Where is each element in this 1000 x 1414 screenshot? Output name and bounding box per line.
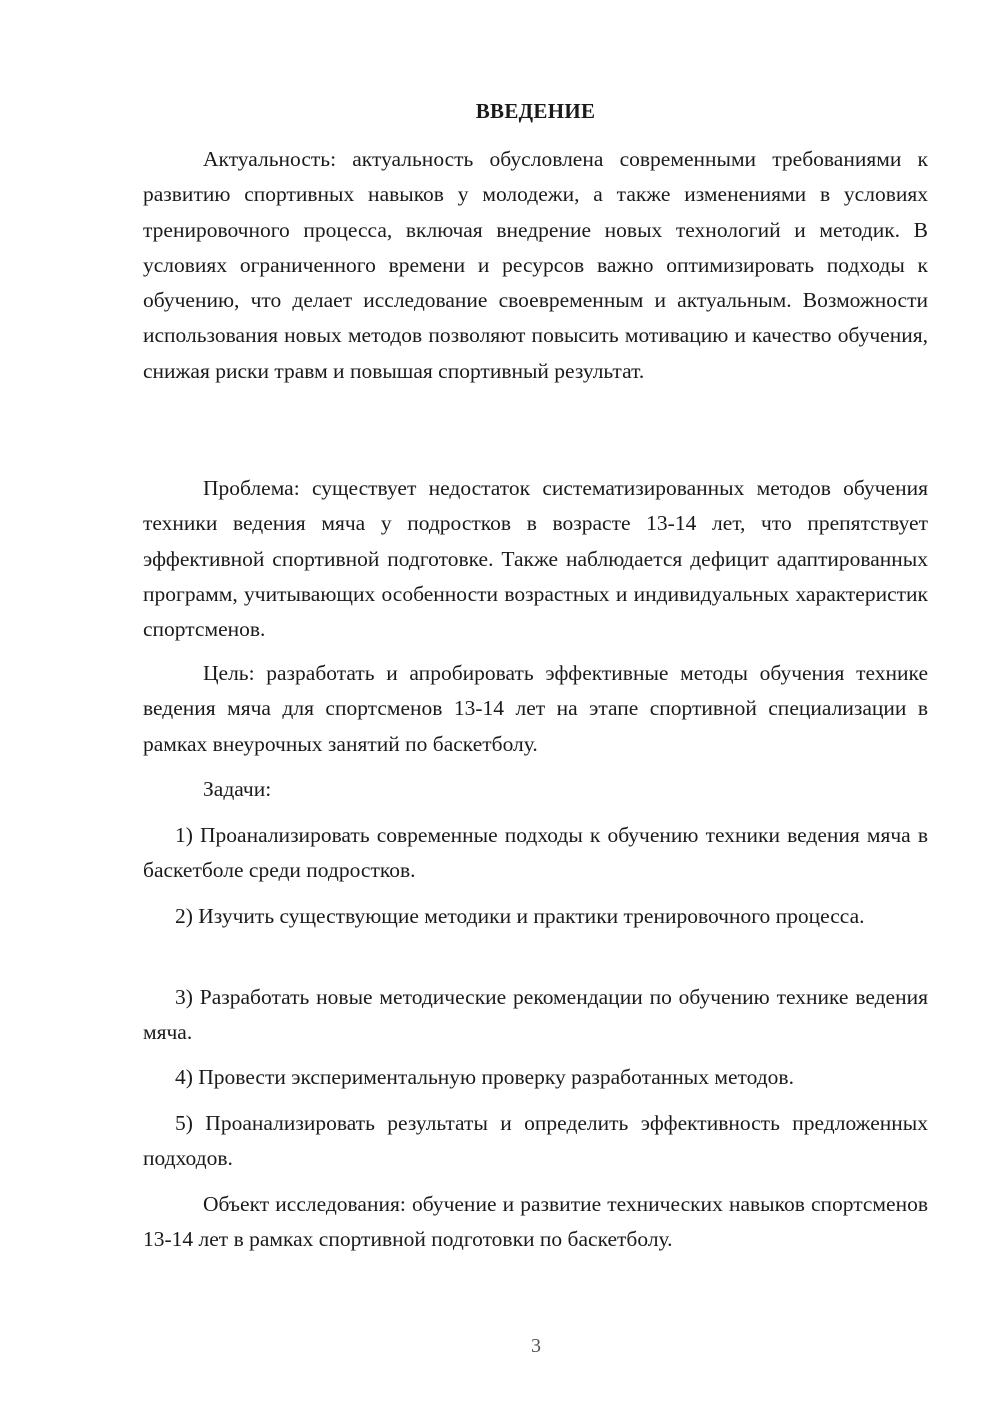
task-item-1: 1) Проанализировать современные подходы к обучению техники ведения мяча в баскетболе среди подростков. [143, 823, 928, 883]
task-item-4: 4) Провести экспериментальную проверку разработанных методов. [175, 1065, 794, 1089]
tasks-label: Задачи: [203, 777, 272, 801]
section-heading: ВВЕДЕНИЕ [475, 99, 596, 123]
page-number: 3 [531, 1335, 541, 1357]
object-paragraph: Объект исследования: обучение и развитие технических навыков спортсменов 13-14 лет в рамках спортивной подготовки по баскетболу. [143, 1192, 928, 1252]
goal-paragraph: Цель: разработать и апробировать эффективные методы обучения технике ведения мяча для спортсменов 13-14 лет на этапе спортивной специализации в рамках внеурочных занятий по баскетболу. [143, 661, 928, 756]
problem-paragraph: Проблема: существует недостаток систематизированных методов обучения техники ведения мяча у подростков в возрасте 13-14 лет, что препятствует эффективной спортивной подготовке. Также наблюдается дефицит адаптированных программ, учитывающих особенности возрастных и индивидуальных характеристик спортсменов. [143, 476, 928, 642]
task-item-5: 5) Проанализировать результаты и определить эффективность предложенных подходов. [143, 1111, 928, 1171]
task-item-3: 3) Разработать новые методические рекомендации по обучению технике ведения мяча. [143, 985, 928, 1045]
relevance-paragraph: Актуальность: актуальность обусловлена современными требованиями к развитию спортивных навыков у молодежи, а также изменениями в условиях тренировочного процесса, включая внедрение новых технологий и методик. В условиях ограниченного времени и ресурсов важно оптимизировать подходы к обучению, что делает исследование своевременным и актуальным. Возможности использования новых методов позволяют повысить мотивацию и качество обучения, снижая риски травм и повышая спортивный результат. [143, 147, 928, 383]
task-item-2: 2) Изучить существующие методики и практики тренировочного процесса. [175, 904, 865, 928]
